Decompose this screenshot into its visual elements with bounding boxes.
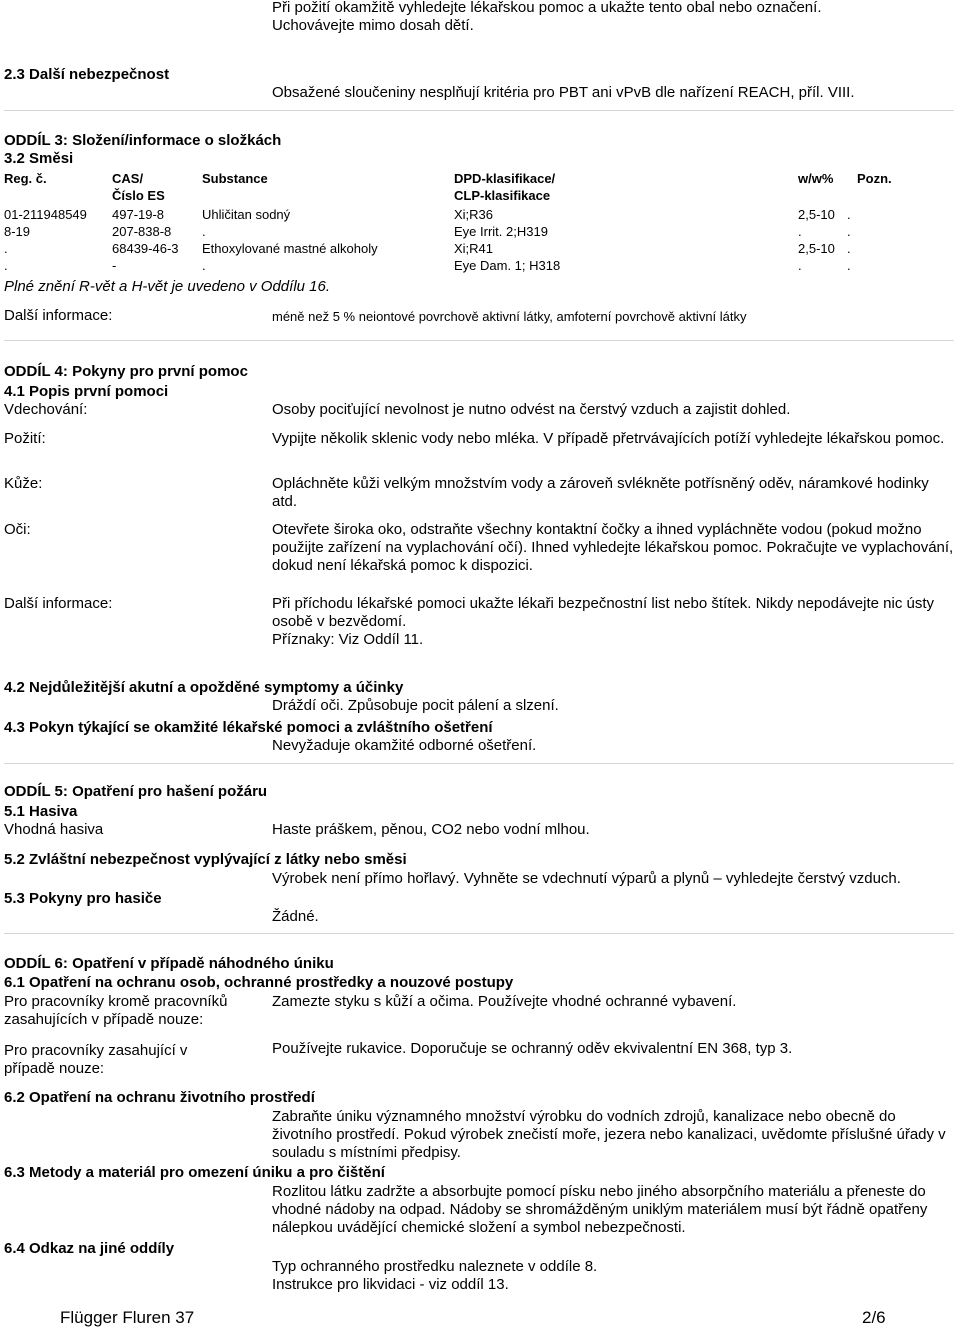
table-cell-ww: 2,5-10 (798, 207, 835, 222)
first-aid-more-label: Další informace: (4, 595, 113, 612)
section-3-heading: ODDÍL 3: Složení/informace o složkách (4, 132, 282, 149)
col-header-clp: CLP-klasifikace (454, 188, 551, 203)
non-emergency-text: Zamezte styku s kůží a očima. Používejte vhodné ochranné vybavení. (272, 993, 737, 1010)
divider (4, 340, 954, 341)
section-3-2-heading: 3.2 Směsi (4, 150, 74, 167)
section-6-2-heading: 6.2 Opatření na ochranu životního prostředí (4, 1089, 315, 1106)
col-header-pozn: Pozn. (857, 171, 892, 186)
first-aid-ingestion-note: Při požití okamžitě vyhledejte lékařskou pomoc a ukažte tento obal nebo označení. (272, 0, 822, 16)
footer-page-number: 2/6 (862, 1308, 886, 1327)
col-header-ww: w/w% (798, 171, 834, 186)
non-emergency-label: Pro pracovníky kromě pracovníků zasahujících v případě nouze: (4, 993, 228, 1028)
section-6-3-text: Rozlitou látku zadržte a absorbujte pomocí písku nebo jiného absorpčního materiálu a přeneste do vhodné nádoby na odpad. Nádoby se shromážděným uniklým materiálem musí být řádně opatřeny nálepkou uvádějící chemické složení a symbol nebezpečnosti. (272, 1183, 928, 1236)
table-cell-classification: Eye Irrit. 2;H319 (454, 224, 548, 239)
skin-label: Kůže: (4, 475, 43, 492)
section-5-1-heading: 5.1 Hasiva (4, 803, 78, 820)
divider (4, 763, 954, 764)
section-5-3-heading: 5.3 Pokyny pro hasiče (4, 890, 162, 907)
table-cell-ww: . (798, 224, 802, 239)
table-cell-substance: Uhličitan sodný (202, 207, 291, 222)
emergency-responder-text: Používejte rukavice. Doporučuje se ochranný oděv ekvivalentní EN 368, typ 3. (272, 1040, 793, 1057)
table-cell-pozn: . (847, 207, 851, 222)
extinguishing-text: Haste práškem, pěnou, CO2 nebo vodní mlhou. (272, 821, 590, 838)
section-4-2-heading: 4.2 Nejdůležitější akutní a opožděné symptomy a účinky (4, 679, 404, 696)
section-2-3-text: Obsažené sloučeniny nesplňují kritéria pro PBT ani vPvB dle nařízení REACH, příl. VIII. (272, 84, 855, 101)
first-aid-more-text: Při příchodu lékařské pomoci ukažte lékaři bezpečnostní list nebo štítek. Nikdy nepodávejte nic ústy osobě v bezvědomí. (272, 595, 935, 630)
skin-text: Opláchněte kůži velkým množstvím vody a zároveň svlékněte potřísněný oděv, náramkové hodinky atd. (272, 475, 929, 510)
col-header-cas: CAS/ (112, 171, 144, 186)
section-5-2-text: Výrobek není přímo hořlavý. Vyhněte se vdechnutí výparů a plynů – vyhledejte čerstvý vzduch. (272, 870, 901, 887)
divider (4, 933, 954, 934)
section-3-more-label: Další informace: (4, 307, 113, 324)
col-header-substance: Substance (202, 171, 268, 186)
col-header-dpd: DPD-klasifikace/ (454, 171, 556, 186)
section-3-more-text: méně než 5 % neiontové povrchově aktivní látky, amfoterní povrchově aktivní látky (272, 309, 747, 324)
table-cell-classification: Xi;R41 (454, 241, 494, 256)
emergency-responder-label: Pro pracovníky zasahující v případě nouze: (4, 1042, 188, 1077)
section-4-3-text: Nevyžaduje okamžité odborné ošetření. (272, 737, 537, 754)
table-cell-substance: Ethoxylované mastné alkoholy (202, 241, 378, 256)
section-4-2-text: Dráždí oči. Způsobuje pocit pálení a slzení. (272, 697, 559, 714)
table-cell-cas: 207-838-8 (112, 224, 172, 239)
table-cell-pozn: . (847, 224, 851, 239)
table-cell-reg: 01-211948549 (4, 207, 87, 222)
table-cell-cas: 68439-46-3 (112, 241, 179, 256)
section-5-3-text: Žádné. (272, 908, 319, 925)
section-6-2-text: Zabraňte úniku významného množství výrobku do vodních zdrojů, kanalizace nebo obecně do životního prostředí. Pokud výrobek znečistí moře, jezera nebo kanalizaci, uvědomte příslušné úřady v souladu s místními předpisy. (272, 1108, 946, 1161)
section-4-heading: ODDÍL 4: Pokyny pro první pomoc (4, 363, 248, 380)
section-5-2-heading: 5.2 Zvláštní nebezpečnost vyplývající z látky nebo směsi (4, 851, 407, 868)
section-6-1-heading: 6.1 Opatření na ochranu osob, ochranné prostředky a nouzové postupy (4, 974, 514, 991)
table-cell-ww: . (798, 258, 802, 273)
inhalation-label: Vdechování: (4, 401, 88, 418)
ingestion-text: Vypijte několik sklenic vody nebo mléka. V případě přetrvávajících potíží vyhledejte lékařskou pomoc. (272, 430, 945, 447)
section-6-4-heading: 6.4 Odkaz na jiné oddíly (4, 1240, 175, 1257)
section-6-heading: ODDÍL 6: Opatření v případě náhodného úniku (4, 955, 334, 972)
table-cell-ww: 2,5-10 (798, 241, 835, 256)
col-header-reg: Reg. č. (4, 171, 47, 186)
footer-product-name: Flügger Fluren 37 (60, 1308, 195, 1327)
table-cell-reg: . (4, 241, 8, 256)
section-4-1-heading: 4.1 Popis první pomoci (4, 383, 169, 400)
table-cell-classification: Eye Dam. 1; H318 (454, 258, 561, 273)
table-cell-cas: 497-19-8 (112, 207, 165, 222)
divider (4, 110, 954, 111)
table-cell-reg: . (4, 258, 8, 273)
table-cell-substance: . (202, 258, 206, 273)
table-cell-substance: . (202, 224, 206, 239)
section-2-3-heading: 2.3 Další nebezpečnost (4, 66, 170, 83)
keep-away-children-note: Uchovávejte mimo dosah dětí. (272, 17, 474, 34)
table-cell-classification: Xi;R36 (454, 207, 494, 222)
table-cell-reg: 8-19 (4, 224, 31, 239)
eyes-text: Otevřete široka oko, odstraňte všechny kontaktní čočky a ihned vypláchněte vodou (pokud možno použijte zařízení na vyplachování očí). Ihned vyhledejte lékařskou pomoc. Pokračujte ve vyplachování, dokud není lékařská pomoc k dispozici. (272, 521, 954, 574)
table-cell-pozn: . (847, 258, 851, 273)
section-6-4-text-disposal: Instrukce pro likvidaci - viz oddíl 13. (272, 1276, 509, 1293)
full-text-note: Plné znění R-vět a H-vět je uvedeno v Oddílu 16. (4, 278, 331, 295)
inhalation-text: Osoby pociťující nevolnost je nutno odvést na čerstvý vzduch a zajistit dohled. (272, 401, 791, 418)
col-header-es: Číslo ES (112, 188, 165, 203)
extinguishing-label: Vhodná hasiva (4, 821, 104, 838)
symptoms-reference: Příznaky: Viz Oddíl 11. (272, 631, 424, 648)
ingestion-label: Požití: (4, 430, 46, 447)
section-6-4-text-ppe: Typ ochranného prostředku naleznete v oddíle 8. (272, 1258, 598, 1275)
table-cell-pozn: . (847, 241, 851, 256)
section-5-heading: ODDÍL 5: Opatření pro hašení požáru (4, 783, 268, 800)
section-6-3-heading: 6.3 Metody a materiál pro omezení úniku a pro čištění (4, 1164, 385, 1181)
table-cell-cas: - (112, 258, 117, 273)
section-4-3-heading: 4.3 Pokyn týkající se okamžité lékařské pomoci a zvláštního ošetření (4, 719, 493, 736)
eyes-label: Oči: (4, 521, 31, 538)
